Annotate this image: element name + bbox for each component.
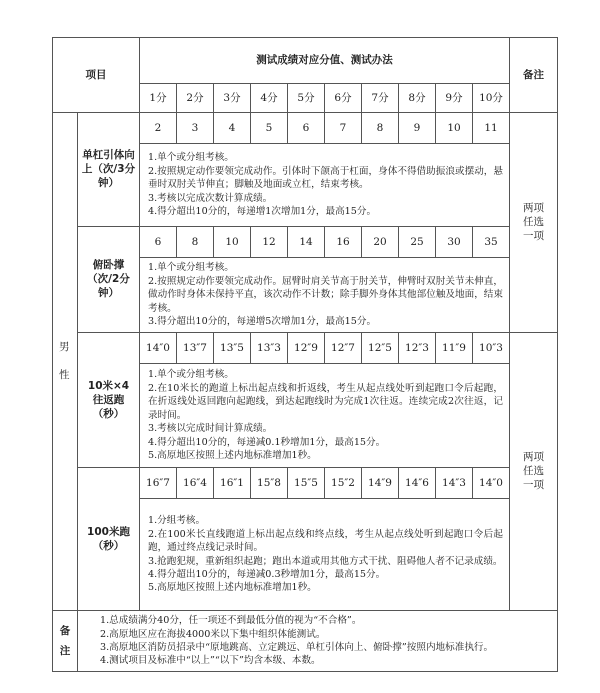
section-name-text: 单杠引体向上（次/3分钟）	[81, 149, 136, 190]
value-cell: 10	[214, 226, 251, 257]
value-cell: 13″7	[177, 332, 214, 363]
header-remark: 备注	[510, 38, 558, 113]
note-line: 4.测试项目及标准中“以上”“以下”均含本级、本数。	[100, 655, 321, 667]
gender-label	[53, 112, 78, 610]
section-name-text: 100米跑（秒）	[87, 525, 130, 552]
value-cell: 16	[325, 226, 362, 257]
rule-line: 4.得分超出10分的，每递增1次增加1分，最高15分。	[148, 206, 377, 217]
value-cell: 14″9	[362, 467, 399, 498]
section-name-text: 10米×4往返跑（秒）	[87, 379, 130, 420]
value-cell: 13″3	[251, 332, 288, 363]
value-cell: 8	[177, 226, 214, 257]
score-header-cell: 5分	[288, 83, 325, 112]
note-line: 3.高原地区消防员招录中“原地跳高、立定跳远、单杠引体向上、俯卧撑”按照内地标准执行。	[100, 642, 494, 654]
score-header-cell: 8分	[399, 83, 436, 112]
rule-line: 2.按照规定动作要领完成动作。引体时下颌高于杠面，身体不得借助振浪或摆动，悬垂时双肘关节伸直；脚触及地面或立杠，结束考核。	[148, 165, 503, 191]
notes-content	[78, 611, 558, 672]
value-cell: 12″7	[325, 332, 362, 363]
value-cell: 25	[399, 226, 436, 257]
value-cell: 5	[251, 112, 288, 143]
section-name-pushup	[78, 226, 140, 332]
value-cell: 16″7	[140, 467, 177, 498]
value-cell: 12″3	[399, 332, 436, 363]
note-line: 2.高原地区应在海拔4000米以下集中组织体能测试。	[100, 628, 326, 640]
rule-line: 4.得分超出10分的，每递减0.1秒增加1分，最高15分。	[148, 436, 386, 448]
value-cell: 14	[288, 226, 325, 257]
rules-shuttle-run	[140, 363, 510, 467]
value-cell: 6	[140, 226, 177, 257]
value-cell: 13″5	[214, 332, 251, 363]
value-cell: 35	[473, 226, 510, 257]
remark-text: 两项任选一项	[523, 202, 544, 243]
value-cell: 16″1	[214, 467, 251, 498]
value-cell: 2	[140, 112, 177, 143]
score-header-cell: 1分	[140, 83, 177, 112]
value-cell: 3	[177, 112, 214, 143]
score-header-cell: 2分	[177, 83, 214, 112]
rule-line: 1.单个或分组考核。	[148, 152, 234, 164]
value-cell: 12	[251, 226, 288, 257]
rule-line: 5.高原地区按照上述内地标准增加1秒。	[148, 582, 317, 594]
value-cell: 15″8	[251, 467, 288, 498]
section-name-shuttle-run	[78, 332, 140, 467]
value-cell: 15″5	[288, 467, 325, 498]
score-header-cell: 7分	[362, 83, 399, 112]
rules-100m-run	[140, 498, 510, 610]
rule-line: 5.高原地区按照上述内地标准增加1秒。	[148, 449, 317, 461]
value-cell: 11″9	[436, 332, 473, 363]
value-cell: 12″5	[362, 332, 399, 363]
score-header-cell: 3分	[214, 83, 251, 112]
value-cell: 14″6	[399, 467, 436, 498]
notes-label	[53, 611, 78, 672]
rule-line: 1.单个或分组考核。	[148, 262, 234, 274]
rules-pushup	[140, 258, 510, 333]
rule-line: 3.考核以完成时间计算成绩。	[148, 423, 273, 435]
rule-line: 3.得分超出10分的，每递增5次增加1分，最高15分。	[148, 316, 377, 328]
note-line: 1.总成绩满分40分，任一项还不到最低分值的视为“不合格”。	[100, 615, 362, 627]
rule-line: 4.得分超出10分的，每递减0.3秒增加1分，最高15分。	[148, 568, 386, 580]
section-name-text: 俯卧撑（次/2分钟）	[87, 259, 130, 300]
score-header-cell: 6分	[325, 83, 362, 112]
rule-line: 2.在100米长直线跑道上标出起点线和终点线，考生从起点线处听到起跑口令后起跑，通过终点线记录时间。	[148, 528, 503, 554]
value-cell: 16″4	[177, 467, 214, 498]
value-cell: 10	[436, 112, 473, 143]
value-cell: 8	[362, 112, 399, 143]
value-cell: 14″3	[436, 467, 473, 498]
value-cell: 20	[362, 226, 399, 257]
value-cell: 6	[288, 112, 325, 143]
gender-text: 男性	[59, 341, 78, 382]
value-cell: 12″9	[288, 332, 325, 363]
header-standard-title: 测试成绩对应分值、测试办法	[140, 38, 510, 84]
value-cell: 14″0	[140, 332, 177, 363]
value-cell: 14″0	[473, 467, 510, 498]
remark-text: 两项任选一项	[523, 451, 544, 492]
section-name-100m-run	[78, 467, 140, 610]
fitness-standards-table	[52, 37, 558, 672]
rules-pullup	[140, 143, 510, 226]
value-cell: 15″2	[325, 467, 362, 498]
value-cell: 11	[473, 112, 510, 143]
value-cell: 4	[214, 112, 251, 143]
rule-line: 2.在10米长的跑道上标出起点线和折返线，考生从起点线处听到起跑口令后起跑，在折返线处返回跑向起跑线，到达起跑线时为完成1次往返。连续完成2次往返，记录时间。	[148, 382, 503, 421]
value-cell: 10″3	[473, 332, 510, 363]
score-header-cell: 10分	[473, 83, 510, 112]
remark-group-1	[510, 112, 558, 332]
score-header-cell: 9分	[436, 83, 473, 112]
section-name-pullup	[78, 112, 140, 226]
value-cell: 30	[436, 226, 473, 257]
rule-line: 3.考核以完成次数计算成绩。	[148, 192, 273, 204]
rule-line: 3.抢跑犯规，重新组织起跑；跑出本道或用其他方式干扰、阻碍他人者不记录成绩。	[148, 555, 503, 567]
rule-line: 1.分组考核。	[148, 515, 206, 527]
remark-group-2	[510, 332, 558, 610]
header-item: 项目	[53, 38, 140, 113]
value-cell: 9	[399, 112, 436, 143]
rule-line: 2.按照规定动作要领完成动作。屈臂时肩关节高于肘关节，伸臂时双肘关节未伸直，做动作时身体未保持平直，该次动作不计数；除手脚外身体其他部位触及地面，结束考核。	[148, 275, 503, 314]
rule-line: 1.单个或分组考核。	[148, 369, 234, 381]
notes-label-text: 备注	[59, 625, 71, 658]
score-header-cell: 4分	[251, 83, 288, 112]
value-cell: 7	[325, 112, 362, 143]
